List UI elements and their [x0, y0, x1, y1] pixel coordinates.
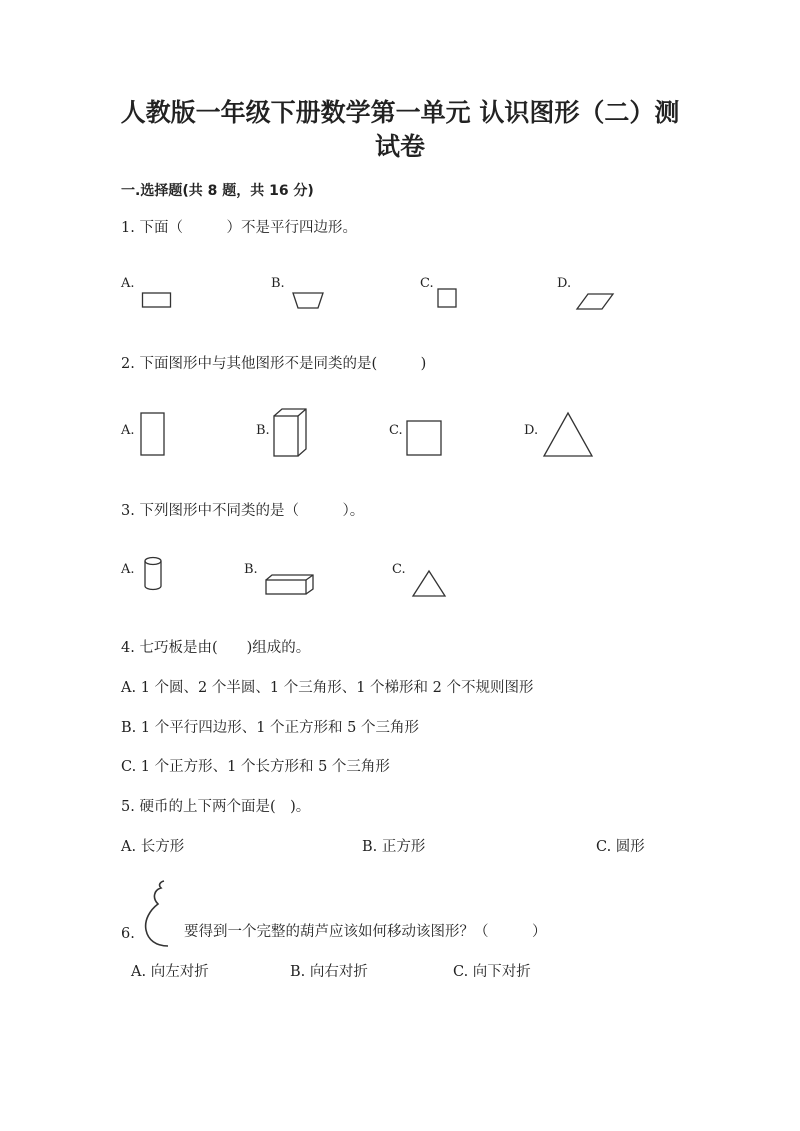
half-gourd-outline-icon [138, 880, 178, 950]
triangle-icon [411, 570, 447, 598]
parallelogram-icon [576, 293, 616, 311]
q6-option-c: C. 向下对折 [453, 964, 531, 980]
q6-option-a: A. 向左对折 [131, 964, 209, 980]
q5-option-a: A. 长方形 [121, 839, 185, 855]
cuboid-icon [273, 408, 307, 458]
question-5-text: 5. 硬币的上下两个面是( )。 [121, 799, 311, 815]
q6-option-b: B. 向右对折 [290, 964, 368, 980]
q2-option-a-label: A. [121, 423, 135, 438]
page-title-line-1: 人教版一年级下册数学第一单元 认识图形（二）测 [120, 98, 680, 127]
rectangle-icon [142, 292, 172, 310]
trapezoid-icon [292, 292, 324, 310]
cuboid-icon [265, 574, 315, 596]
square-icon [437, 288, 457, 308]
q2-option-c-label: C. [389, 423, 403, 438]
question-1-text: 1. 下面（ ）不是平行四边形。 [121, 220, 357, 236]
page-title [0, 96, 800, 164]
q2-option-b-label: B. [256, 423, 270, 438]
q1-option-a-label: A. [121, 276, 135, 291]
q5-option-b: B. 正方形 [362, 839, 426, 855]
q3-option-b-label: B. [244, 562, 258, 577]
q4-option-b: B. 1 个平行四边形、1 个正方形和 5 个三角形 [121, 720, 419, 736]
tall-rectangle-icon [140, 412, 166, 456]
section-title: 一.选择题(共 8 题，共 16 分) [121, 183, 314, 199]
q3-option-a-label: A. [121, 562, 135, 577]
q2-option-d-label: D. [524, 423, 539, 438]
q1-option-c-label: C. [420, 276, 434, 291]
q1-option-b-label: B. [271, 276, 285, 291]
page-title-line-2: 试卷 [374, 132, 425, 161]
triangle-icon [543, 412, 593, 458]
q3-option-c-label: C. [392, 562, 406, 577]
q4-option-c: C. 1 个正方形、1 个长方形和 5 个三角形 [121, 759, 390, 775]
cylinder-icon [143, 556, 163, 592]
q1-option-d-label: D. [557, 276, 572, 291]
question-2-text: 2. 下面图形中与其他图形不是同类的是( ) [121, 356, 427, 372]
q4-option-a: A. 1 个圆、2 个半圆、1 个三角形、1 个梯形和 2 个不规则图形 [121, 680, 534, 696]
q5-option-c: C. 圆形 [596, 839, 645, 855]
question-6-number: 6. [121, 926, 135, 942]
question-6-text: 要得到一个完整的葫芦应该如何移动该图形？（ ） [184, 924, 547, 940]
square-icon [406, 420, 442, 456]
question-4-text: 4. 七巧板是由( )组成的。 [121, 640, 311, 656]
question-3-text: 3. 下列图形中不同类的是（ ）。 [121, 503, 365, 519]
